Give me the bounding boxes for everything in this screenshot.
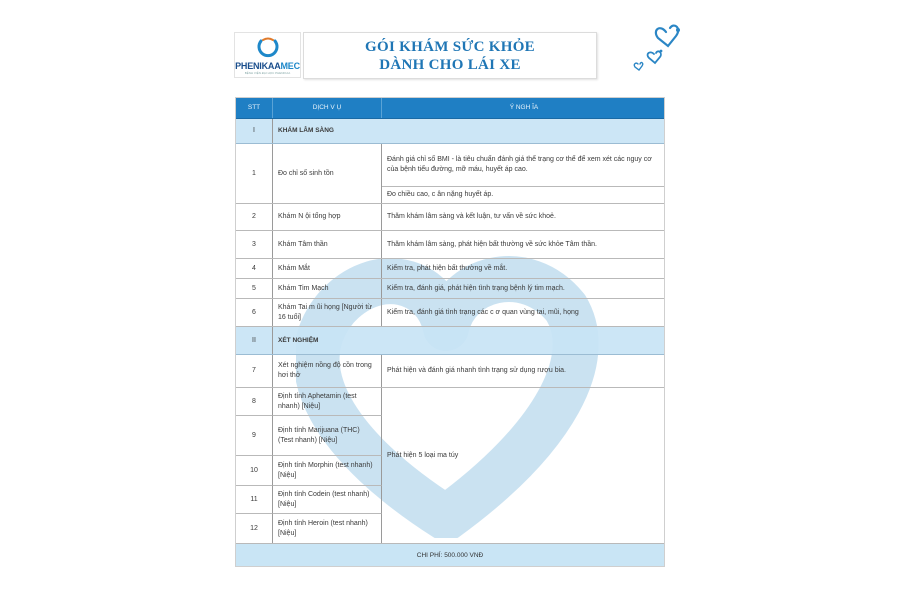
title-line-2: DÀNH CHO LÁI XE xyxy=(379,56,521,73)
price-footer xyxy=(236,544,664,567)
section-title: KHÁM LÂM SÀNG xyxy=(278,127,334,134)
row-stt: 12 xyxy=(236,514,273,543)
logo-wordmark: PHENIKAAMEC xyxy=(235,61,300,71)
title-banner xyxy=(303,32,597,79)
table-row xyxy=(236,299,664,327)
table-row xyxy=(236,355,664,388)
table-row xyxy=(236,144,664,204)
price-label: CHI PHÍ: 500.000 VNĐ xyxy=(416,552,484,559)
row-meaning: Thăm khám lâm sàng và kết luận, tư vấn về sức khoẻ. xyxy=(387,213,556,220)
hearts-decoration-icon xyxy=(630,18,690,78)
row-stt: 11 xyxy=(236,486,273,514)
row-service: Định tính Heroin (test nhanh) [Niệu] xyxy=(273,514,382,543)
row-stt: 10 xyxy=(236,456,273,486)
row-service: Định tính Aphetamin (test nhanh) [Niệu] xyxy=(273,388,382,416)
row-service: Khám Tim Mạch xyxy=(273,279,382,298)
row-service: Xét nghiệm nồng độ cồn trong hơi thở xyxy=(273,355,382,387)
row-meaning-secondary: Đo chiều cao, c ân nặng huyết áp. xyxy=(387,191,494,198)
row-stt: 9 xyxy=(236,416,273,456)
row-meaning: Kiểm tra, đánh giá tình trạng các c ơ quan vùng tai, mũi, họng xyxy=(387,308,579,316)
col-header-service: DỊCH V Ụ xyxy=(273,98,382,118)
col-header-stt: STT xyxy=(236,98,273,118)
title-line-1: GÓI KHÁM SỨC KHỎE xyxy=(365,38,535,55)
table-row xyxy=(236,231,664,259)
row-service: Khám Mắt xyxy=(273,259,382,278)
merged-meaning-cell: Phát hiện 5 loại ma túy xyxy=(387,452,459,459)
row-stt: 8 xyxy=(236,388,273,416)
row-service: Định tính Morphin (test nhanh) [Niệu] xyxy=(273,456,382,486)
row-service: Định tính Marijuana (THC) (Test nhanh) [Niệu] xyxy=(273,416,382,456)
row-meaning: Kiểm tra, đánh giá, phát hiện tình trạng bệnh lý tim mạch. xyxy=(387,284,565,292)
row-stt: 1 xyxy=(236,144,273,203)
row-service: Đo chỉ số sinh tồn xyxy=(273,144,382,203)
row-stt: 6 xyxy=(236,299,273,326)
row-stt: 5 xyxy=(236,279,273,298)
row-meaning: Kiểm tra, phát hiện bất thường về mắt. xyxy=(387,264,508,272)
row-service: Khám Tâm thần xyxy=(273,231,382,258)
section-row-1 xyxy=(236,119,664,144)
section-number: II xyxy=(236,327,273,354)
row-meaning: Thăm khám lâm sàng, phát hiện bất thường về sức khỏe Tâm thần. xyxy=(387,240,597,248)
row-meaning: Phát hiện và đánh giá nhanh tình trạng sử dụng rượu bia. xyxy=(387,367,566,374)
row-stt: 7 xyxy=(236,355,273,387)
section-row-2 xyxy=(236,327,664,355)
row-stt: 2 xyxy=(236,204,273,230)
row-stt: 4 xyxy=(236,259,273,278)
table-row xyxy=(236,259,664,279)
table-row xyxy=(236,204,664,231)
col-header-meaning: Ý NGH ĨA xyxy=(509,104,539,111)
table-row xyxy=(236,279,664,299)
row-service: Định tính Codein (test nhanh) [Niệu] xyxy=(273,486,382,514)
pricing-table xyxy=(235,97,665,567)
section-title: XÉT NGHIỆM xyxy=(278,336,319,344)
row-service: Khám Tai m ũi họng [Người từ 16 tuổi] xyxy=(273,299,382,326)
logo-ring-icon xyxy=(255,36,281,60)
section-number: I xyxy=(236,119,273,143)
row-meaning: Đánh giá chỉ số BMI - là tiêu chuẩn đánh giá thể trạng cơ thể để xem xét các nguy cơ của bệnh tiểu đường, mỡ máu, huyết áp cao. xyxy=(387,156,652,173)
logo-subtitle: BỆNH VIỆN ĐẠI HỌC PHENIKAA xyxy=(244,71,291,75)
row-stt: 3 xyxy=(236,231,273,258)
logo xyxy=(234,32,301,78)
table-header xyxy=(236,98,664,119)
row-service: Khám N ội tổng hợp xyxy=(273,204,382,230)
